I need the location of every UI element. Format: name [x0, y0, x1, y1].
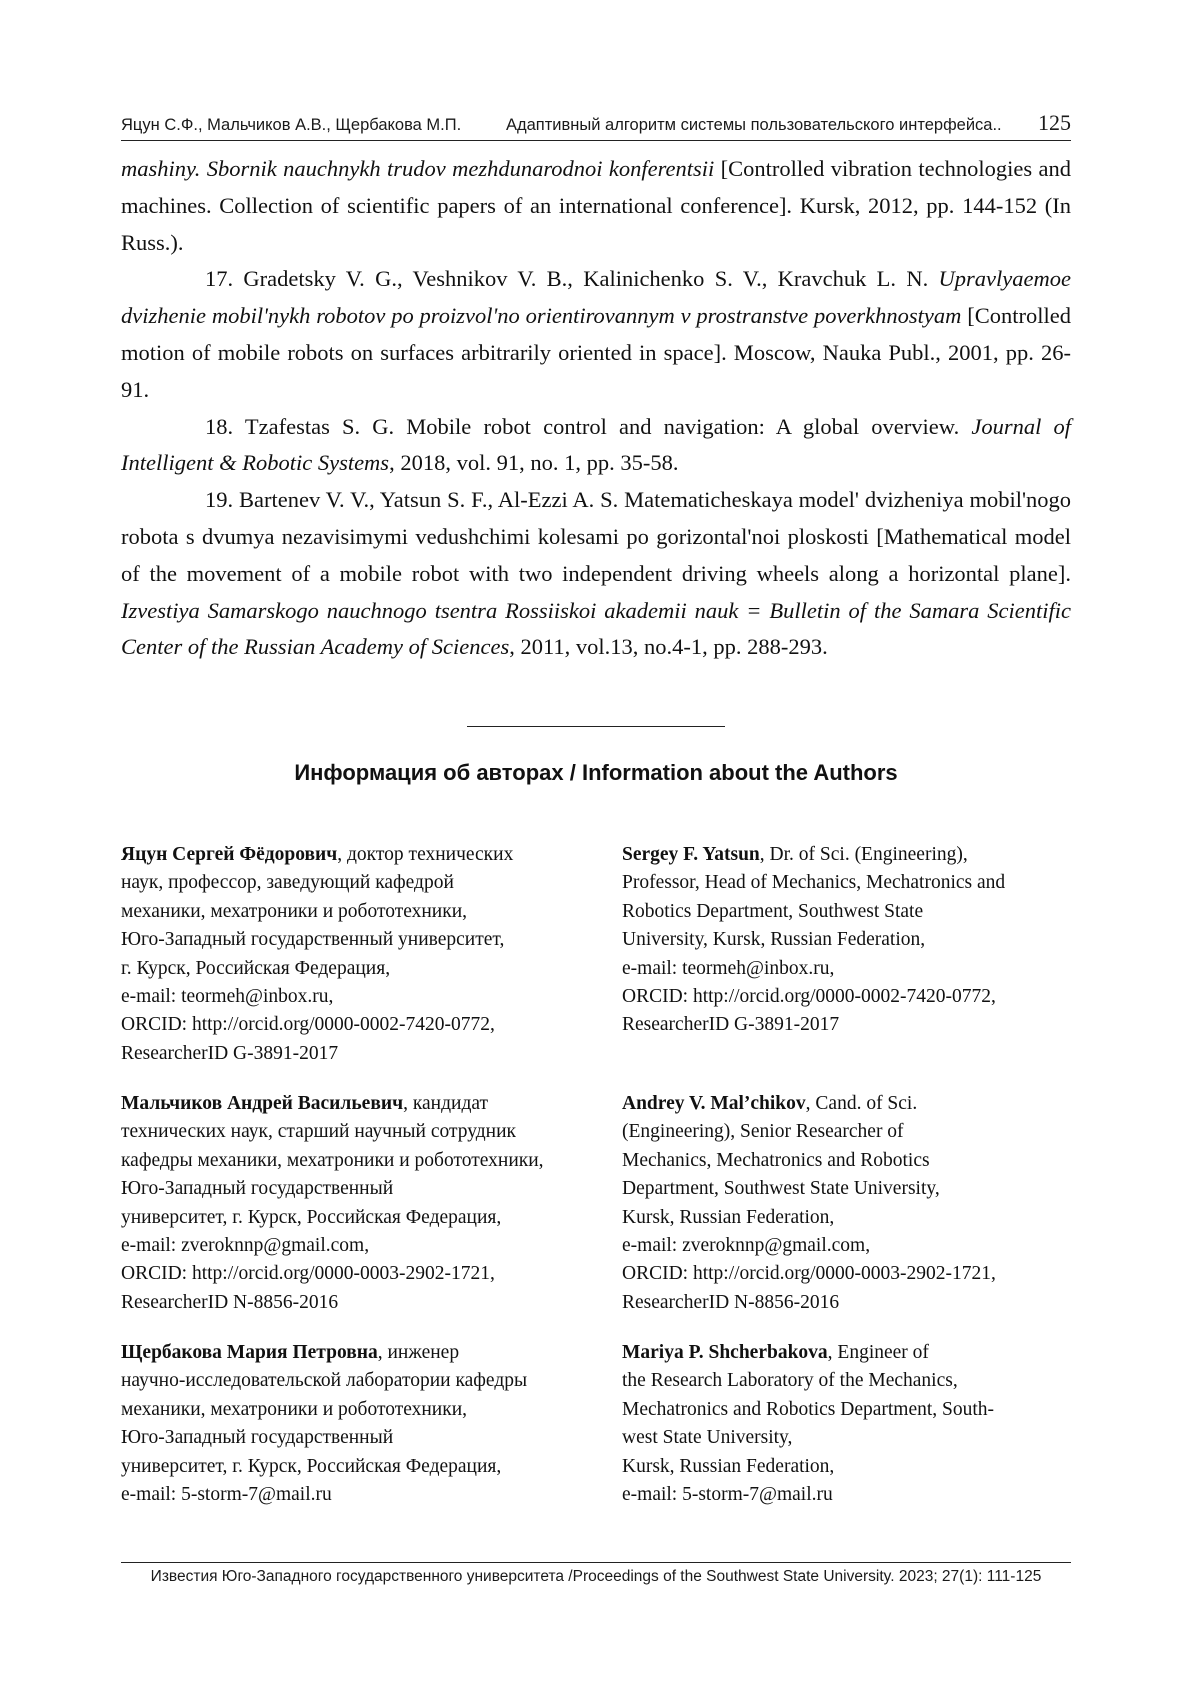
header-article-title: Адаптивный алгоритм системы пользовательского интерфейса.. — [506, 116, 1002, 134]
author-email: e-mail: teormeh@inbox.ru, — [622, 957, 835, 979]
author-email: e-mail: 5-storm-7@mail.ru — [622, 1484, 833, 1506]
footer-rule — [121, 1562, 1071, 1563]
author-info-en — [622, 1339, 1092, 1509]
reference-italic-title: mashiny. Sbornik nauchnykh trudov mezhdunarodnoi konferentsii — [121, 156, 715, 181]
author-email: e-mail: 5-storm-7@mail.ru — [121, 1484, 332, 1506]
reference-text: [Controlled vibration technologies and machines. Collection of scientific papers of an international conference]. Kursk, 2012, pp. 144-152 (In Russ.). — [121, 156, 1071, 255]
author-line: Юго-Западный государственный — [121, 1427, 394, 1449]
author-orcid: ORCID: http://orcid.org/0000-0002-7420-0772, — [622, 986, 996, 1008]
author-researcherid: ResearcherID N-8856-2016 — [121, 1291, 339, 1313]
author-info-ru — [121, 1339, 591, 1509]
reference-italic-title: Izvestiya Samarskogo nauchnogo tsentra Rossiiskoi akademii nauk = Bulletin of the Samara Scientific Center of the Russian Academy of Sciences — [121, 597, 1071, 660]
reference-16-continued — [121, 151, 1071, 261]
author-line: the Research Laboratory of the Mechanics, — [622, 1370, 958, 1392]
author-line: Kursk, Russian Federation, — [622, 1206, 835, 1228]
author-name-line — [121, 841, 591, 869]
reference-text: , 2011, vol.13, no.4-1, pp. 288-293. — [509, 634, 828, 660]
author-info-ru — [121, 841, 591, 1068]
reference-lead: 18. Tzafestas S. G. Mobile robot control and navigation: A global overview. — [205, 413, 972, 439]
author-line: , кандидат — [403, 1093, 489, 1114]
authors-section-heading: Информация об авторах / Information about the Authors — [294, 760, 898, 785]
author-line: (Engineering), Senior Researcher of — [622, 1121, 904, 1143]
journal-footer: Известия Юго-Западного государственного университета /Proceedings of the Southwest State University. 2023; 27(1): 111-125 — [150, 1568, 1042, 1585]
author-line: Юго-Западный государственный — [121, 1178, 394, 1200]
reference-19 — [121, 482, 1071, 666]
author-researcherid: ResearcherID G-3891-2017 — [622, 1014, 840, 1036]
author-line: , Dr. of Sci. (Engineering), — [759, 844, 968, 865]
author-line: Юго-Западный государственный университет, — [121, 929, 505, 951]
author-name: Mariya P. Shcherbakova — [622, 1342, 828, 1363]
author-line: Mechanics, Mechatronics and Robotics — [622, 1149, 930, 1171]
author-name-line — [622, 1090, 1092, 1118]
author-line: наук, профессор, заведующий кафедрой — [121, 872, 454, 894]
author-email: e-mail: zveroknnp@gmail.com, — [121, 1235, 370, 1257]
reference-text: [Controlled motion of mobile robots on surfaces arbitrarily oriented in space]. Moscow, Nauka Publ., 2001, pp. 26-91. — [121, 303, 1071, 402]
author-line: , Cand. of Sci. — [805, 1093, 918, 1114]
reference-lead: 19. Bartenev V. V., Yatsun S. F., Al-Ezzi A. S. Matematicheskaya model' dvizheniya mobil'nogo robota s dvumya nezavisimymi vedushchimi kolesami po gorizontal'noi ploskosti [Mathematical model of the movement of a mobile robot with two independent driving wheels along a horizontal plane]. — [121, 487, 1071, 586]
author-line: University, Kursk, Russian Federation, — [622, 929, 926, 951]
author-orcid: ORCID: http://orcid.org/0000-0003-2902-1721, — [121, 1263, 495, 1285]
author-line: университет, г. Курск, Российская Федерация, — [121, 1206, 502, 1228]
author-name-line — [121, 1090, 591, 1118]
reference-17 — [121, 261, 1071, 408]
author-researcherid: ResearcherID G-3891-2017 — [121, 1042, 339, 1064]
author-line: г. Курск, Российская Федерация, — [121, 957, 391, 979]
author-line: механики, мехатроники и робототехники, — [121, 1398, 468, 1420]
author-info-en — [622, 841, 1092, 1040]
author-line: научно-исследовательской лаборатории кафедры — [121, 1370, 528, 1392]
author-line: технических наук, старший научный сотрудник — [121, 1121, 517, 1143]
author-line: Kursk, Russian Federation, — [622, 1455, 835, 1477]
author-line: Professor, Head of Mechanics, Mechatronics and — [622, 872, 1006, 894]
author-name: Andrey V. Mal’chikov — [622, 1093, 806, 1114]
author-info-en — [622, 1090, 1092, 1317]
author-orcid: ORCID: http://orcid.org/0000-0003-2902-1721, — [622, 1263, 996, 1285]
author-line: Robotics Department, Southwest State — [622, 900, 924, 922]
author-researcherid: ResearcherID N-8856-2016 — [622, 1291, 840, 1313]
author-name-line — [622, 841, 1092, 869]
author-email: e-mail: teormeh@inbox.ru, — [121, 986, 334, 1008]
author-email: e-mail: zveroknnp@gmail.com, — [622, 1235, 871, 1257]
page-number: 125 — [1038, 110, 1071, 135]
author-line: west State University, — [622, 1427, 793, 1449]
author-name: Яцун Сергей Фёдорович — [121, 844, 338, 865]
author-line: университет, г. Курск, Российская Федерация, — [121, 1455, 502, 1477]
reference-lead: 17. Gradetsky V. G., Veshnikov V. B., Kalinichenko S. V., Kravchuk L. N. — [205, 266, 939, 292]
author-line: , Engineer of — [827, 1342, 929, 1363]
author-line: кафедры механики, мехатроники и робототехники, — [121, 1149, 544, 1171]
reference-text: , 2018, vol. 91, no. 1, pp. 35-58. — [389, 450, 679, 476]
author-line: Department, Southwest State University, — [622, 1178, 940, 1200]
reference-italic-title: Upravlyaemoe dvizhenie mobil'nykh robotov po proizvol'no orientirovannym v prostranstve poverkhnostyam — [121, 266, 1071, 329]
author-name: Sergey F. Yatsun — [622, 844, 760, 865]
reference-list — [121, 151, 1071, 666]
author-line: , доктор технических — [337, 844, 514, 865]
author-line: механики, мехатроники и робототехники, — [121, 900, 468, 922]
author-line: Mechatronics and Robotics Department, South- — [622, 1398, 995, 1420]
running-header — [121, 108, 1071, 141]
author-name: Щербакова Мария Петровна — [121, 1342, 378, 1363]
reference-italic-title: Journal of Intelligent & Robotic Systems — [121, 413, 1071, 476]
author-name-line — [121, 1339, 591, 1367]
author-name-line — [622, 1339, 1092, 1367]
author-line: , инженер — [377, 1342, 460, 1363]
author-name: Мальчиков Андрей Васильевич — [121, 1093, 404, 1114]
reference-18 — [121, 409, 1071, 483]
section-divider — [467, 726, 725, 727]
author-orcid: ORCID: http://orcid.org/0000-0002-7420-0772, — [121, 1014, 495, 1036]
author-info-ru — [121, 1090, 591, 1317]
header-authors: Яцун С.Ф., Мальчиков А.В., Щербакова М.П. — [121, 116, 462, 134]
